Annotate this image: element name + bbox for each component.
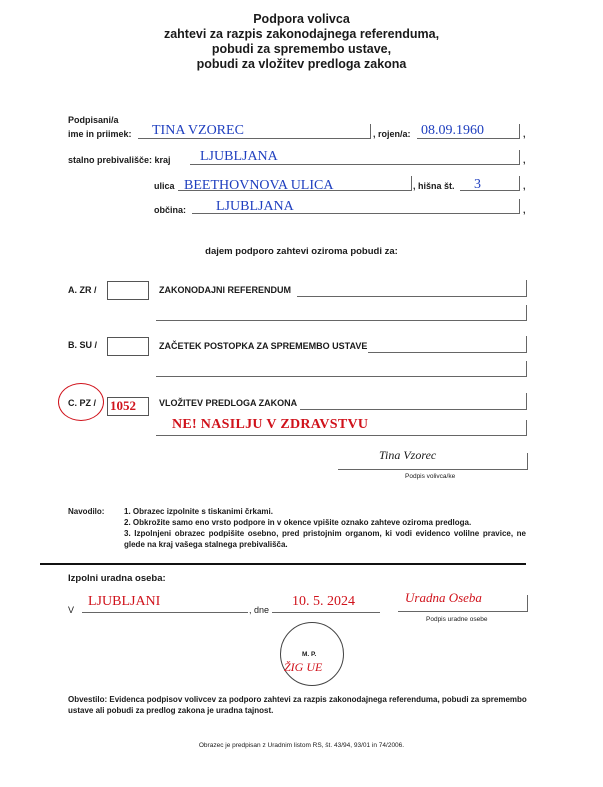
place-label: V	[68, 605, 75, 615]
support-heading: dajem podporo zahtevi oziroma pobudi za:	[205, 246, 398, 257]
title-line-1: Podpora volivca	[253, 12, 350, 26]
name-value: TINA VZOREC	[152, 123, 244, 138]
house-field[interactable]	[460, 176, 520, 191]
option-a-code: A. ZR /	[68, 285, 97, 295]
municipality-value: LJUBLJANA	[216, 199, 294, 214]
option-a-label: ZAKONODAJNI REFERENDUM	[159, 285, 292, 295]
option-b-line[interactable]	[368, 336, 527, 353]
date-field[interactable]	[272, 612, 380, 613]
option-a-box[interactable]	[107, 281, 149, 300]
comma: ,	[523, 129, 526, 139]
residence-label: stalno prebivališče: kraj	[68, 155, 171, 165]
name-label: ime in priimek:	[68, 129, 132, 139]
option-a-line[interactable]	[297, 280, 527, 297]
instruction-item: 3. Izpolnjeni obrazec podpišite osebno, pred pristojnim organom, ki vodi evidenco volilne pravice, ne glede na kraj vašega stalnega prebivališča.	[124, 529, 526, 549]
signed-label: Podpisani/a	[68, 115, 119, 125]
instructions-list	[124, 506, 526, 550]
note-text: Evidenca podpisov volivcev za podporo zahtevi za razpis zakonodajnega referenduma, pobudi za spremembo ustave ali pobudi za predlog zakona je uradna tajnost.	[68, 695, 527, 715]
option-c-title: NE! NASILJU V ZDRAVSTVU	[172, 417, 369, 432]
place-value: LJUBLJANI	[88, 594, 161, 609]
born-value: 08.09.1960	[421, 123, 484, 138]
stamp-text: ŽIG UE	[284, 660, 323, 674]
official-signature-caption: Podpis uradne osebe	[426, 616, 488, 623]
born-label: , rojen/a:	[373, 129, 411, 139]
footer-note: Obrazec je predpisan z Uradnim listom RS, št. 43/94, 93/01 in 74/2006.	[198, 742, 405, 749]
house-label: , hišna št.	[413, 181, 455, 191]
voter-signature: Tina Vzorec	[379, 448, 437, 462]
note	[68, 694, 530, 716]
note-label: Obvestilo:	[68, 695, 108, 704]
title-line-4: pobudi za vložitev predloga zakona	[196, 57, 407, 71]
instruction-item: 1. Obrazec izpolnite s tiskanimi črkami.	[124, 507, 273, 516]
street-label: ulica	[154, 181, 175, 191]
date-value: 10. 5. 2024	[292, 594, 355, 609]
stamp-label: M. P.	[302, 651, 317, 658]
comma: ,	[523, 205, 526, 215]
place-field[interactable]	[82, 612, 248, 613]
comma: ,	[523, 181, 526, 191]
option-c-label: VLOŽITEV PREDLOGA ZAKONA	[159, 398, 298, 408]
city-value: LJUBLJANA	[200, 149, 278, 164]
street-value: BEETHOVNOVA ULICA	[184, 178, 334, 193]
option-c-value: 1052	[110, 398, 136, 413]
official-heading: Izpolni uradna oseba:	[68, 573, 166, 584]
section-divider	[40, 563, 526, 565]
instructions-label: Navodilo:	[68, 507, 105, 516]
title-line-2: zahtevi za razpis zakonodajnega referenduma,	[163, 27, 440, 41]
option-b-line-2[interactable]	[156, 361, 527, 377]
option-c-code: C. PZ /	[68, 398, 97, 408]
voter-signature-caption: Podpis volivca/ke	[405, 473, 456, 480]
option-b-box[interactable]	[107, 337, 149, 356]
official-signature: Uradna Oseba	[405, 590, 482, 605]
option-c-line[interactable]	[300, 393, 527, 410]
form-title	[0, 12, 603, 72]
municipality-label: občina:	[154, 205, 187, 215]
option-b-code: B. SU /	[68, 340, 98, 350]
house-value: 3	[474, 177, 481, 192]
instruction-item: 2. Obkrožite samo eno vrsto podpore in v okence vpišite oznako zahteve oziroma predloga.	[124, 518, 472, 527]
comma: ,	[523, 155, 526, 165]
option-b-label: ZAČETEK POSTOPKA ZA SPREMEMBO USTAVE	[159, 341, 368, 351]
option-a-line-2[interactable]	[156, 305, 527, 321]
date-label: , dne	[249, 605, 270, 615]
title-line-3: pobudi za spremembo ustave,	[211, 42, 392, 56]
